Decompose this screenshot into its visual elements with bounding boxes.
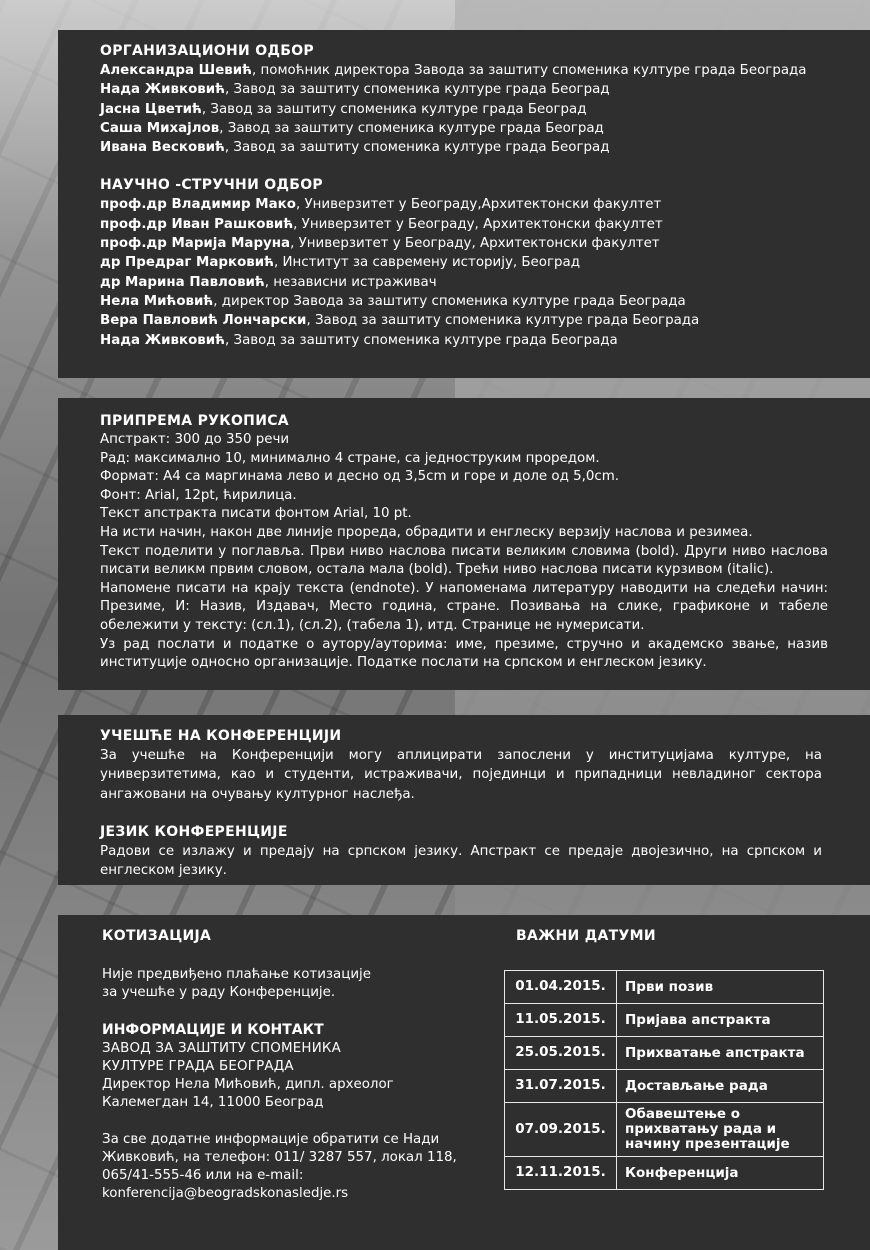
date-cell: 07.09.2015. (505, 1103, 617, 1157)
participation-panel (58, 715, 870, 885)
member-role: , Завод за заштиту споменика културе града Београда (306, 313, 700, 329)
manuscript-paragraph: Напомене писати на крају текста (endnote). У напоменама литературу наводити на следећи начин: Презиме, И: Назив, Издавач, Место година, стране. Позивања на слике, графиконе и табеле обележити у тексту: (сл.1), (сл.2), (табела 1), итд. Странице не нумерисати. (100, 580, 828, 633)
committee-member (100, 80, 830, 99)
member-name: Нада Живковић (100, 82, 225, 98)
committee-member (100, 215, 830, 234)
event-cell: Обавештење о прихватању рада и начину презентације (617, 1103, 824, 1157)
contact-info: Живковић, на телефон: 011/ 3287 557, локал 118, (102, 1150, 457, 1166)
member-role: , Завод за заштиту споменика културе града Београд (224, 82, 610, 98)
member-role: , помоћник директора Завода за заштиту споменика културе града Београда (251, 63, 807, 78)
committee-member (100, 119, 830, 138)
contact-org: ЗАВОД ЗА ЗАШТИТУ СПОМЕНИКА (102, 1041, 341, 1057)
member-name: проф.др Марија Маруна (100, 236, 291, 252)
manuscript-paragraph: Текст поделити у поглавља. Први ниво наслова писати великим словима (bold). Други ниво наслова писати великм првим словом, остала мала (bold). Трећи ниво наслова писати курзивом (italic). (100, 543, 828, 578)
date-cell: 12.11.2015. (505, 1157, 617, 1190)
member-role: , Универзитет у Београду, Архитектонски факултет (290, 236, 660, 252)
event-cell: Прихватање апстракта (617, 1037, 824, 1070)
event-cell: Пријава апстракта (617, 1004, 824, 1037)
table-row (505, 1157, 824, 1190)
contact-info: За све додатне информације обратити се Нади (102, 1132, 440, 1148)
committee-member (100, 311, 830, 330)
important-dates (504, 927, 824, 1190)
member-role: , Институт за савремену историју, Београд (273, 255, 580, 271)
date-cell: 01.04.2015. (505, 971, 617, 1004)
committee-member (100, 100, 830, 119)
member-role: , Завод за заштиту споменика културе града Београд (201, 101, 587, 117)
manuscript-line: На исти начин, након две линије прореда, обрадити и енглеску верзију наслова и резимеа. (100, 524, 753, 540)
member-role: , Универзитет у Београду, Архитектонски факултет (293, 216, 663, 232)
committee-member (100, 61, 830, 80)
event-cell: Достављање рада (617, 1070, 824, 1103)
fee-line: Није предвиђено плаћање котизације (102, 967, 372, 982)
member-role: , Завод за заштиту споменика културе града Београд (224, 140, 610, 156)
event-cell: Први позив (617, 971, 824, 1004)
contact-email-link[interactable]: konferencija@beogradskonasledje.rs (102, 1186, 349, 1202)
language-title: ЈЕЗИК КОНФЕРЕНЦИЈЕ (100, 823, 288, 840)
committee-member (100, 195, 830, 214)
manuscript-line: Текст апстракта писати фонтом Arial, 10 pt. (100, 506, 412, 522)
committees-panel (58, 30, 870, 378)
member-name: Нада Живковић (100, 332, 225, 348)
contact-address: Калемегдан 14, 11000 Београд (102, 1095, 324, 1111)
member-name: др Марина Павловић (100, 274, 265, 290)
manuscript-line: Фонт: Arial, 12pt, ћирилица. (100, 487, 297, 503)
table-row (505, 1103, 824, 1157)
member-name: проф.др Иван Рашковић (100, 216, 294, 232)
participation-text: За учешће на Конференцији могу аплицирати запослени у институцијама културе, на универзитетима, као и студенти, истраживачи, појединци и припадници невладиног сектора ангажовани на очувању културног наслеђа. (100, 748, 822, 802)
contact-org: КУЛТУРЕ ГРАДА БЕОГРАДА (102, 1059, 294, 1075)
manuscript-line: Формат: А4 са маргинама лево и десно од 3,5cm и горе и доле од 5,0cm. (100, 469, 620, 485)
member-name: др Предраг Марковић (100, 255, 274, 271)
fee-contact-column (102, 927, 492, 1203)
manuscript-panel (58, 398, 870, 690)
member-role: , Универзитет у Београду,Архитектонски факултет (295, 197, 662, 213)
sci-committee-title: НАУЧНО -СТРУЧНИ ОДБОР (100, 177, 323, 194)
contact-director: Директор Нела Мићовић, дипл. археолог (102, 1077, 394, 1093)
member-role: , директор Завода за заштиту споменика културе града Београда (213, 293, 686, 309)
contact-title: ИНФОРМАЦИЈЕ И КОНТАКТ (102, 1022, 324, 1038)
info-panel (58, 915, 870, 1250)
committee-member (100, 253, 830, 272)
date-cell: 25.05.2015. (505, 1037, 617, 1070)
table-row (505, 1004, 824, 1037)
date-cell: 31.07.2015. (505, 1070, 617, 1103)
committee-member (100, 234, 830, 253)
manuscript-paragraph: Уз рад послати и податке о аутору/ауторима: име, презиме, стручно и академско звање, назив институције односно организације. Податке послати на српском и енглеском језику. (100, 636, 828, 671)
fee-line: за учешће у раду Конференције. (102, 985, 336, 1000)
member-role: , Завод за заштиту споменика културе града Београд (219, 120, 604, 136)
contact-info: 065/41-555-46 или на e-mail: (102, 1168, 304, 1184)
dates-title: ВАЖНИ ДАТУМИ (516, 928, 656, 944)
member-name: Ивана Весковић (100, 140, 225, 156)
committee-member (100, 138, 830, 157)
member-name: Саша Михајлов (100, 120, 220, 136)
member-name: Александра Шевић (100, 63, 252, 78)
org-committee-title: ОРГАНИЗАЦИОНИ ОДБОР (100, 43, 314, 59)
committee-member (100, 331, 830, 350)
committee-member (100, 292, 830, 311)
member-role: , независни истраживач (264, 274, 437, 290)
member-name: Јасна Цветић (100, 101, 202, 117)
participation-title: УЧЕШЋЕ НА КОНФЕРЕНЦИЈИ (100, 728, 342, 744)
event-cell: Конференција (617, 1157, 824, 1190)
manuscript-line: Рад: максимално 10, минимално 4 стране, са једноструким проредом. (100, 450, 600, 466)
manuscript-title: ПРИПРЕМА РУКОПИСА (100, 413, 289, 429)
date-cell: 11.05.2015. (505, 1004, 617, 1037)
member-name: Нела Мићовић (100, 293, 214, 309)
member-name: проф.др Владимир Мако (100, 197, 296, 213)
fee-title: КОТИЗАЦИЈА (102, 928, 212, 944)
table-row (505, 1037, 824, 1070)
member-role: , Завод за заштиту споменика културе града Београда (224, 332, 618, 348)
manuscript-line: Апстракт: 300 до 350 речи (100, 432, 290, 447)
table-row (505, 971, 824, 1004)
member-name: Вера Павловић Лончарски (100, 313, 307, 329)
dates-table (504, 970, 824, 1190)
committee-member (100, 273, 830, 292)
language-text: Радови се излажу и предају на српском језику. Апстракт се предаје двојезично, на српском и енглеском језику. (100, 843, 822, 879)
table-row (505, 1070, 824, 1103)
